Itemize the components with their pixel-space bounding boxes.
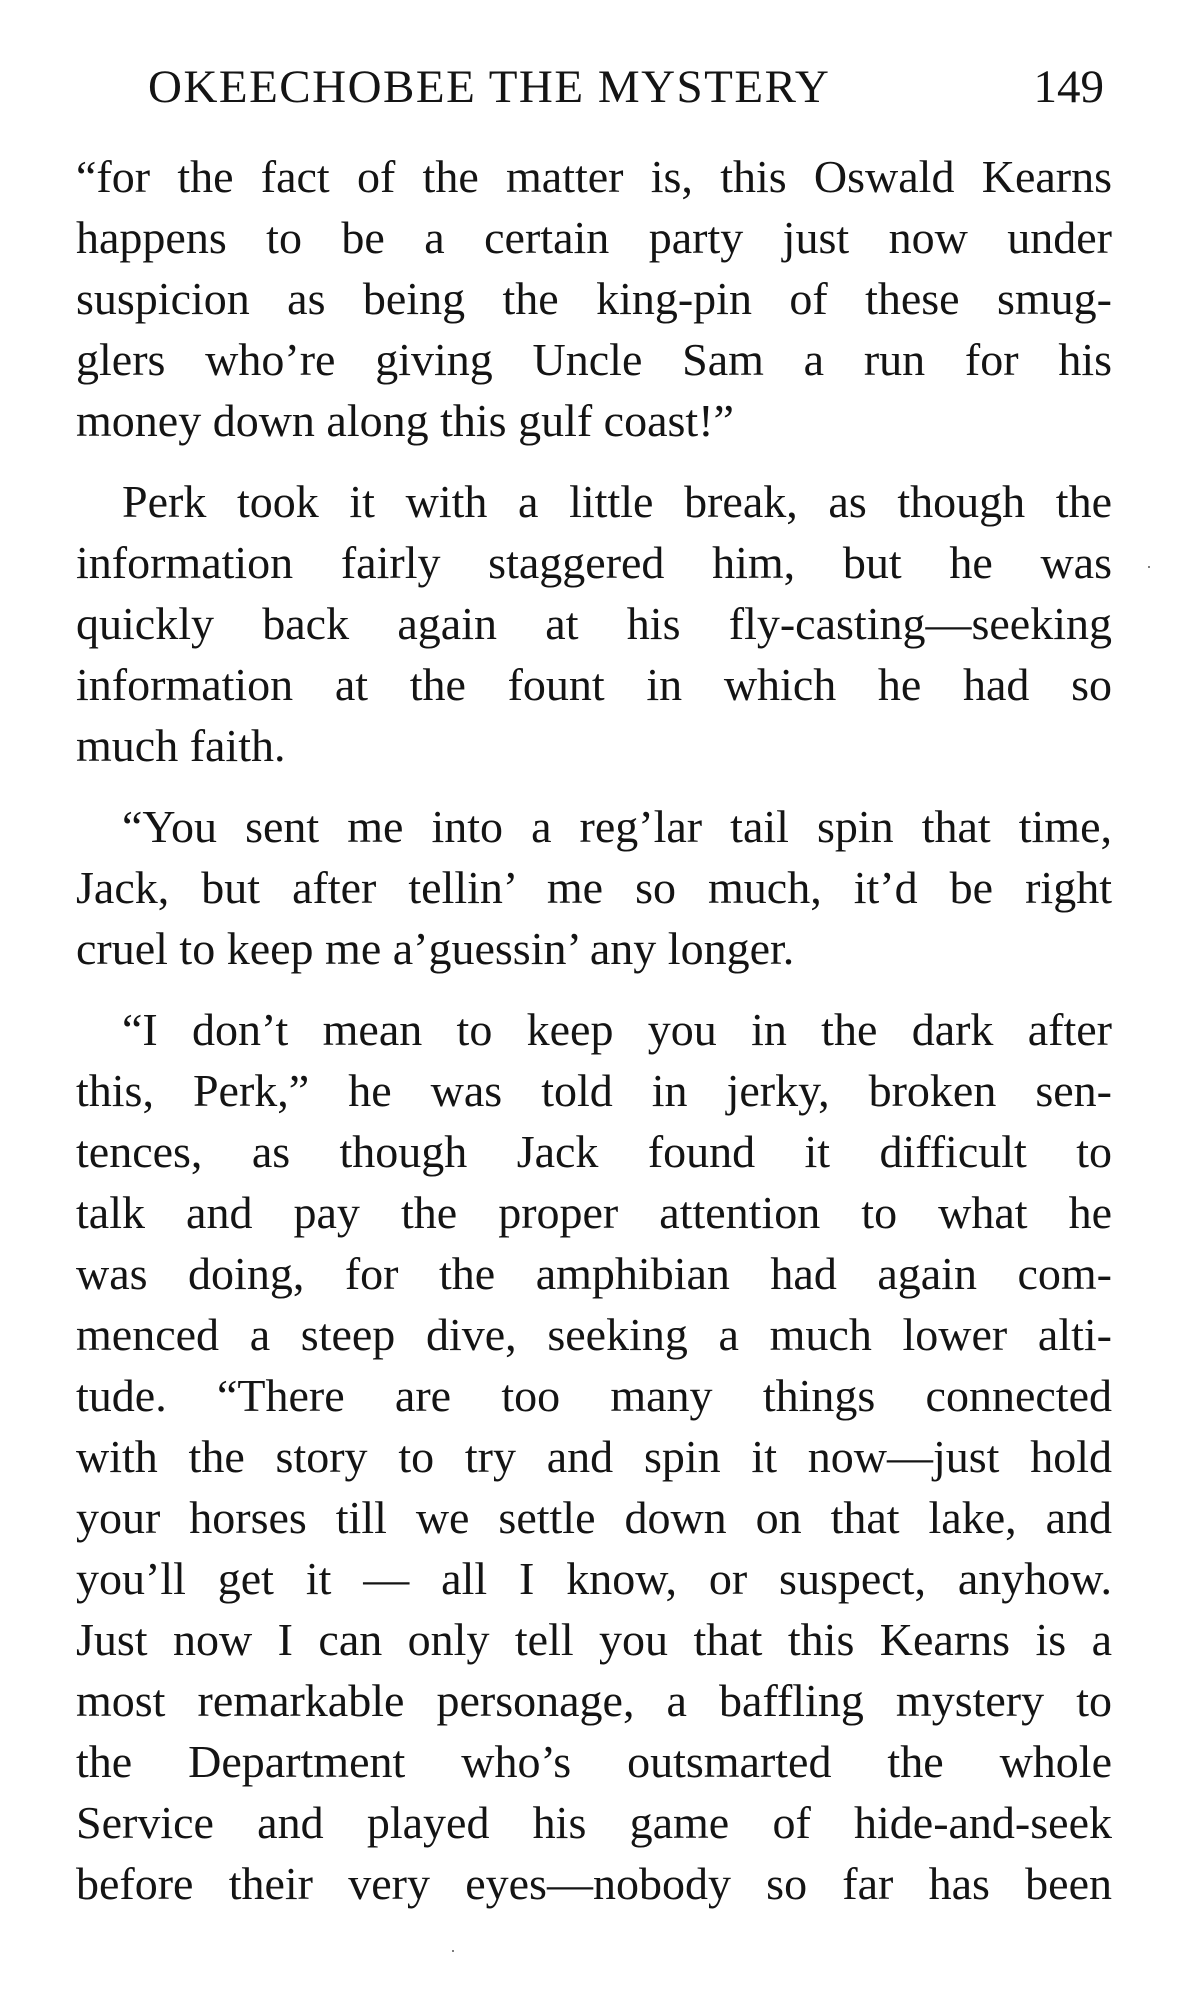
text-line: much faith. [76, 720, 286, 771]
text-line: Perk took it with a little break, as though the [122, 476, 1112, 527]
text-line: information fairly staggered him, but he was [76, 537, 1112, 588]
text-line: tences, as though Jack found it difficult to [76, 1126, 1112, 1177]
text-line: glers who’re giving Uncle Sam a run for his [76, 334, 1112, 385]
page-number: 149 [1033, 61, 1104, 113]
text-line: “for the fact of the matter is, this Oswald Kearns [76, 151, 1112, 202]
text-line: money down along this gulf coast!” [76, 395, 734, 446]
text-line: Jack, but after tellin’ me so much, it’d be right [76, 862, 1112, 913]
text-line: happens to be a certain party just now under [76, 212, 1112, 263]
scan-speck [1148, 566, 1150, 568]
text-line: information at the fount in which he had so [76, 659, 1112, 710]
scan-speck [452, 1950, 454, 1952]
text-line: your horses till we settle down on that lake, and [76, 1492, 1112, 1543]
text-line: was doing, for the amphibian had again com- [76, 1248, 1112, 1299]
paragraph-4 [76, 999, 1112, 1914]
text-line: this, Perk,” he was told in jerky, broken sen- [76, 1065, 1112, 1116]
text-line: you’ll get it — all I know, or suspect, anyhow. [76, 1553, 1112, 1604]
text-line: Just now I can only tell you that this Kearns is a [76, 1614, 1112, 1665]
text-line: quickly back again at his fly-casting—seeking [76, 598, 1112, 649]
text-line: the Department who’s outsmarted the whole [76, 1736, 1112, 1787]
text-line: before their very eyes—nobody so far has been [76, 1858, 1112, 1909]
running-head-title: OKEECHOBEE THE MYSTERY [148, 61, 831, 113]
running-head [148, 52, 1104, 122]
text-line: Service and played his game of hide-and-seek [76, 1797, 1112, 1848]
paragraph-3 [76, 796, 1112, 979]
text-line: “I don’t mean to keep you in the dark after [122, 1004, 1112, 1055]
text-line: menced a steep dive, seeking a much lower alti- [76, 1309, 1112, 1360]
body-text [76, 146, 1112, 1914]
text-line: cruel to keep me a’guessin’ any longer. [76, 923, 795, 974]
paragraph-2 [76, 471, 1112, 776]
text-line: with the story to try and spin it now—just hold [76, 1431, 1112, 1482]
text-line: most remarkable personage, a baffling mystery to [76, 1675, 1112, 1726]
paragraph-1 [76, 146, 1112, 451]
text-line: tude. “There are too many things connected [76, 1370, 1112, 1421]
text-line: “You sent me into a reg’lar tail spin that time, [122, 801, 1112, 852]
text-line: suspicion as being the king-pin of these smug- [76, 273, 1112, 324]
text-line: talk and pay the proper attention to what he [76, 1187, 1112, 1238]
